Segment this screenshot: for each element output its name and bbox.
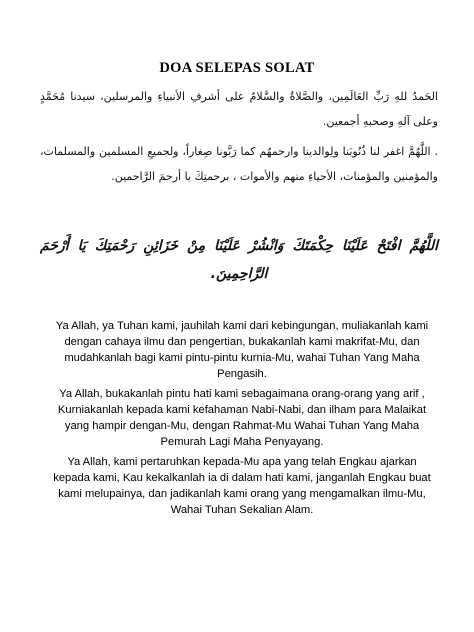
- arabic-forgiveness-prayer: . اللَّهُمَّ اغفر لنا ذُنُوبَنا ولِوالدينا وارحمهُم كما رَبَّونا صِغاراً، ولجميعِ المسلمين والمسلمات، والمؤمنين والمؤمنات، الأحياءِ منهم والأموات ، برحمتِكَ يا أرحمَ الرَّاحمين.: [40, 145, 438, 183]
- translation-paragraph-3: Ya Allah, kami pertaruhkan kepada-Mu apa yang telah Engkau ajarkan kepada kami, Kau kekalkanlah ia di dalam hati kami, janganlah Engkau buat kami melupainya, dan jadikanlah kami orang yang mengamalkan ilmu-Mu, Wahai Tuhan Sekalian Alam.: [53, 456, 431, 516]
- arabic-wisdom-prayer: اللَّهُمَّ افْتَحْ عَلَيْنَا حِكْمَتَكَ وَانْشُرْ عَلَيْنَا مِنْ خَزَائِنِ رَحْمَتِكَ يَا أَرْحَمَ الرَّاحِمِينَ.: [40, 238, 438, 282]
- document-title: DOA SELEPAS SOLAT: [159, 60, 315, 76]
- arabic-opening-praise: الحَمدُ للهِ رَبِّ العَالَمِين، والصَّلاةُ والسَّلامُ على أشرفِ الأنبياءِ والمرسلين، سيدنا مُحَمَّدٍ وعلى آلهِ وصحبهِ أجمعين.: [40, 90, 438, 128]
- translation-paragraph-2: Ya Allah, bukakanlah pintu hati kami sebagaimana orang-orang yang arif , Kurniakanlah kepada kami kefahaman Nabi-Nabi, dan ilham para Malaikat yang hampir dengan-Mu, dengan Rahmat-Mu Wahai Tuhan Yang Maha Pemurah Lagi Maha Penyayang.: [57, 388, 427, 448]
- translation-paragraph-1: Ya Allah, ya Tuhan kami, jauhilah kami dari kebingungan, muliakanlah kami dengan cahaya ilmu dan pengertian, bukakanlah kami makrifat-Mu, dan mudahkanlah bagi kami pintu-pintu kurnia-Mu, wahai Tuhan Yang Maha Pengasih.: [55, 320, 429, 380]
